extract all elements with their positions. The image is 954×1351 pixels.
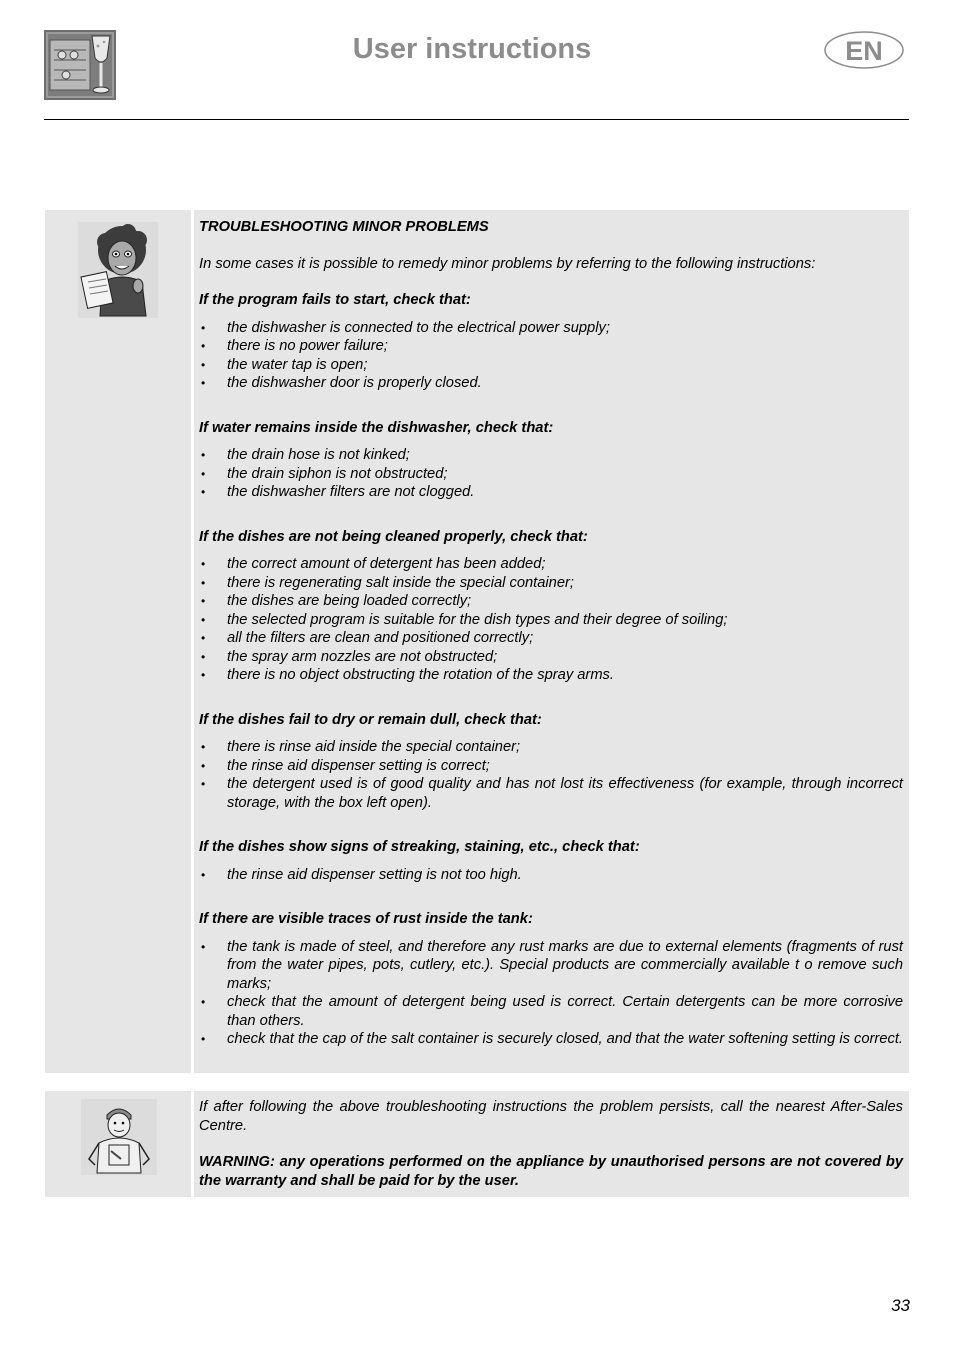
- bullet-icon: •: [201, 758, 206, 773]
- troubleshooting-sections: [199, 291, 903, 1049]
- list-item-text: the selected program is suitable for the dish types and their degree of soiling;: [227, 611, 728, 628]
- list-item-text: the rinse aid dispenser setting is correct;: [227, 757, 490, 774]
- troubleshooting-panel: [45, 210, 909, 1073]
- list-item: [199, 666, 903, 685]
- list-item-text: the dishes are being loaded correctly;: [227, 593, 472, 609]
- section-title: TROUBLESHOOTING MINOR PROBLEMS: [199, 219, 489, 235]
- service-panel: [45, 1091, 909, 1197]
- list-item-text: all the filters are clean and positioned correctly;: [227, 630, 534, 646]
- service-content: [199, 1091, 903, 1190]
- list-item: [199, 738, 903, 757]
- list-item-text: there is no object obstructing the rotation of the spray arms.: [227, 667, 614, 683]
- list-item: [199, 775, 903, 812]
- technician-icon: [81, 1099, 157, 1175]
- woman-with-note-icon: [78, 222, 158, 318]
- checklist: [199, 446, 903, 502]
- section-heading: If the dishes are not being cleaned properly, check that:: [199, 528, 588, 545]
- bullet-icon: •: [201, 320, 206, 335]
- list-item-text: the rinse aid dispenser setting is not too high.: [227, 866, 522, 883]
- bullet-icon: •: [201, 867, 206, 882]
- list-item-text: there is regenerating salt inside the special container;: [227, 574, 574, 591]
- checklist: [199, 319, 903, 393]
- section-heading: If the program fails to start, check that:: [199, 292, 471, 308]
- list-item-text: check that the amount of detergent being used is correct. Certain detergents can be more corrosive than others.: [227, 994, 903, 1029]
- list-item-text: the tank is made of steel, and therefore any rust marks are due to external elements (fragments of rust from the water pipes, pots, cutlery, etc.). Special products are commercially available t o remove such marks;: [227, 938, 903, 992]
- checklist: [199, 866, 903, 885]
- list-item-text: the dishwasher filters are not clogged.: [227, 484, 475, 500]
- bullet-icon: •: [201, 612, 206, 627]
- list-item: [199, 592, 903, 611]
- list-item-text: the correct amount of detergent has been added;: [227, 556, 546, 572]
- list-item-text: the drain siphon is not obstructed;: [227, 465, 448, 482]
- header-divider: [44, 119, 909, 120]
- list-item-text: the drain hose is not kinked;: [227, 447, 410, 463]
- checklist: [199, 555, 903, 685]
- checklist: [199, 938, 903, 1049]
- list-item: [199, 555, 903, 574]
- bullet-icon: •: [201, 575, 206, 590]
- list-item: [199, 993, 903, 1030]
- list-item-text: the dishwasher door is properly closed.: [227, 375, 482, 391]
- bullet-icon: •: [201, 594, 206, 608]
- list-item: [199, 356, 903, 375]
- service-sidebar: [45, 1091, 194, 1197]
- list-item-text: there is rinse aid inside the special container;: [227, 739, 521, 755]
- section-heading: If the dishes show signs of streaking, staining, etc., check that:: [199, 839, 640, 855]
- bullet-icon: •: [201, 357, 206, 372]
- list-item: [199, 757, 903, 776]
- list-item-text: there is no power failure;: [227, 338, 388, 354]
- list-item: [199, 446, 903, 465]
- bullet-icon: •: [201, 485, 206, 499]
- list-item: [199, 319, 903, 338]
- list-item-text: check that the cap of the salt container is securely closed, and that the water softening setting is correct.: [227, 1031, 903, 1047]
- bullet-icon: •: [201, 649, 206, 664]
- bullet-icon: •: [201, 376, 206, 390]
- bullet-icon: •: [201, 557, 206, 571]
- bullet-icon: •: [201, 740, 206, 754]
- bullet-icon: •: [201, 939, 206, 954]
- list-item: [199, 611, 903, 630]
- bullet-icon: •: [201, 777, 206, 791]
- bullet-icon: •: [201, 466, 206, 481]
- intro-text: In some cases it is possible to remedy minor problems by referring to the following instructions:: [199, 255, 816, 272]
- list-item-text: the spray arm nozzles are not obstructed;: [227, 648, 498, 665]
- troubleshooting-content: [199, 210, 903, 1049]
- list-item: [199, 648, 903, 667]
- list-item-text: the detergent used is of good quality and has not lost its effectiveness (for example, through incorrect storage, with the box left open).: [227, 776, 903, 811]
- troubleshooting-sidebar: [45, 210, 194, 1073]
- warranty-warning: WARNING: any operations performed on the appliance by unauthorised persons are not covered by the warranty and shall be paid for by the user.: [199, 1154, 903, 1189]
- list-item: [199, 465, 903, 484]
- list-item: [199, 938, 903, 994]
- list-item: [199, 337, 903, 356]
- page-number: 33: [891, 1296, 910, 1315]
- bullet-icon: •: [201, 448, 206, 462]
- bullet-icon: •: [201, 668, 206, 682]
- list-item: [199, 866, 903, 885]
- section-heading: If water remains inside the dishwasher, check that:: [199, 419, 554, 436]
- section-heading: If there are visible traces of rust inside the tank:: [199, 911, 533, 927]
- language-badge: [824, 31, 904, 69]
- language-code: EN: [845, 36, 883, 66]
- list-item: [199, 1030, 903, 1049]
- list-item: [199, 574, 903, 593]
- list-item: [199, 629, 903, 648]
- list-item: [199, 483, 903, 502]
- bullet-icon: •: [201, 1032, 206, 1046]
- bullet-icon: •: [201, 631, 206, 645]
- page-title: User instructions: [352, 33, 592, 65]
- list-item: [199, 374, 903, 393]
- bullet-icon: •: [201, 339, 206, 353]
- section-heading: If the dishes fail to dry or remain dull, check that:: [199, 711, 542, 728]
- list-item-text: the dishwasher is connected to the electrical power supply;: [227, 319, 610, 336]
- service-text: If after following the above troubleshooting instructions the problem persists, call the nearest After-Sales Centre.: [199, 1099, 903, 1134]
- bullet-icon: •: [201, 995, 206, 1009]
- list-item-text: the water tap is open;: [227, 356, 368, 373]
- checklist: [199, 738, 903, 812]
